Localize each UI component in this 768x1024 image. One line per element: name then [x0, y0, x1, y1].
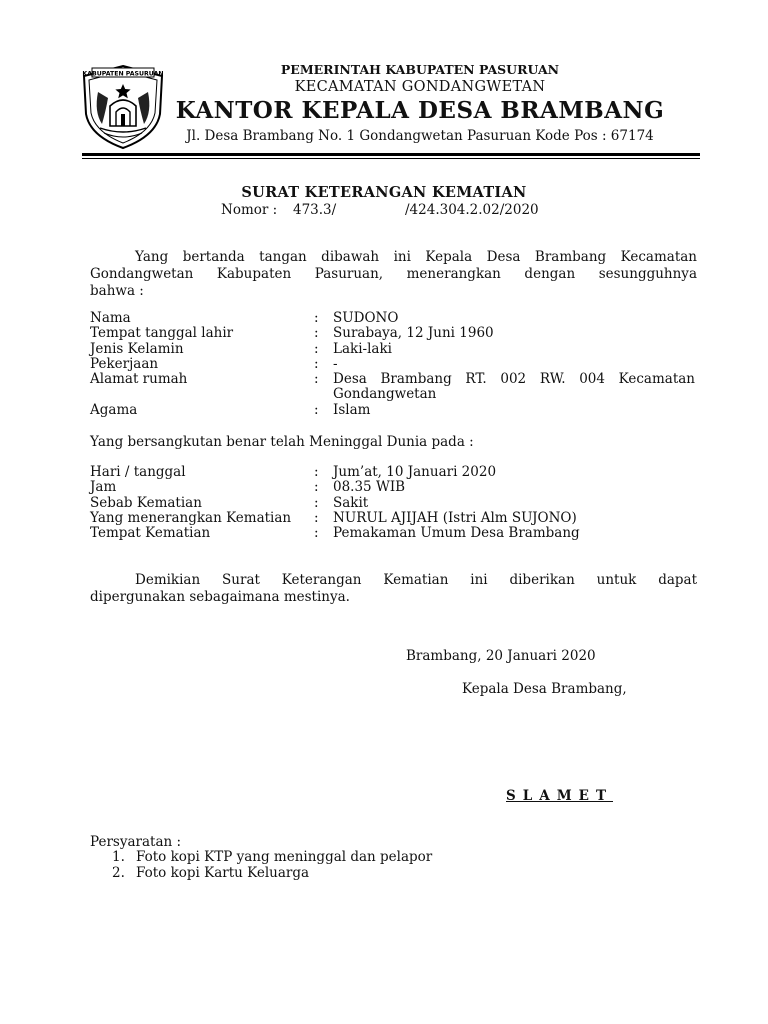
- identity-label: Nama: [90, 310, 131, 326]
- requirement-item-number: 2.: [112, 865, 125, 881]
- identity-label: Tempat tanggal lahir: [90, 325, 234, 341]
- number-label: Nomor :: [221, 202, 278, 218]
- closing-line-2: dipergunakan sebagaimana mestinya.: [90, 589, 350, 605]
- identity-colon: :: [314, 341, 319, 357]
- signature-name: SLAMET: [506, 788, 613, 804]
- death-value: 08.35 WIB: [333, 479, 406, 495]
- closing-paragraph: [90, 572, 697, 606]
- death-colon: :: [314, 510, 319, 526]
- signature-place-date: Brambang, 20 Januari 2020: [406, 648, 596, 664]
- identity-label: Alamat rumah: [90, 371, 188, 387]
- death-label: Tempat Kematian: [90, 525, 211, 541]
- death-colon: :: [314, 479, 319, 495]
- intro-line-1: Yang bertanda tangan dibawah ini Kepala Desa Brambang Kecamatan: [135, 249, 697, 265]
- identity-row: [90, 325, 710, 341]
- death-row: [90, 525, 710, 541]
- header-office: KANTOR KEPALA DESA BRAMBANG: [175, 97, 665, 124]
- death-label: Jam: [90, 479, 117, 495]
- death-row: [90, 495, 710, 511]
- death-colon: :: [314, 495, 319, 511]
- death-value: Jum’at, 10 Januari 2020: [333, 464, 497, 480]
- letter-title: SURAT KETERANGAN KEMATIAN: [241, 184, 527, 201]
- death-colon: :: [314, 464, 319, 480]
- identity-value: Islam: [333, 402, 371, 418]
- requirement-item-number: 1.: [112, 849, 125, 865]
- identity-row: [90, 356, 710, 372]
- header-address: Jl. Desa Brambang No. 1 Gondangwetan Pasuruan Kode Pos : 67174: [186, 128, 654, 144]
- kabupaten-pasuruan-emblem-icon: [78, 62, 168, 152]
- identity-colon: :: [314, 402, 319, 418]
- identity-colon: :: [314, 325, 319, 341]
- identity-colon: :: [314, 371, 319, 387]
- identity-value: Surabaya, 12 Juni 1960: [333, 325, 494, 341]
- death-value: Sakit: [333, 495, 369, 511]
- death-label: Sebab Kematian: [90, 495, 202, 511]
- death-label: Hari / tanggal: [90, 464, 186, 480]
- signature-position: Kepala Desa Brambang,: [462, 681, 627, 697]
- identity-label: Agama: [90, 402, 138, 418]
- death-value: Pemakaman Umum Desa Brambang: [333, 525, 580, 541]
- intro-paragraph: [90, 249, 697, 300]
- death-row: [90, 464, 710, 480]
- death-row: [90, 510, 710, 526]
- identity-value: SUDONO: [333, 310, 399, 326]
- identity-label: Jenis Kelamin: [90, 341, 184, 357]
- header-government: PEMERINTAH KABUPATEN PASURUAN: [280, 62, 560, 77]
- identity-row: [90, 341, 710, 357]
- identity-row-continuation: [90, 386, 710, 402]
- identity-value: Laki-laki: [333, 341, 392, 357]
- identity-value: Desa Brambang RT. 002 RW. 004 Kecamatan: [333, 371, 695, 387]
- header-divider-thick: [82, 153, 700, 156]
- identity-colon: :: [314, 310, 319, 326]
- death-intro: Yang bersangkutan benar telah Meninggal Dunia pada :: [90, 434, 474, 450]
- requirement-item-text: Foto kopi KTP yang meninggal dan pelapor: [136, 849, 433, 865]
- requirement-item-text: Foto kopi Kartu Keluarga: [136, 865, 310, 881]
- number-part-2: /424.304.2.02/2020: [405, 202, 539, 218]
- intro-line-2: Gondangwetan Kabupaten Pasuruan, menerangkan dengan sesungguhnya: [90, 266, 697, 282]
- identity-value: -: [333, 356, 338, 372]
- identity-label: Pekerjaan: [90, 356, 159, 372]
- intro-line-3: bahwa :: [90, 283, 144, 299]
- number-part-1: 473.3/: [293, 202, 337, 218]
- identity-value: Gondangwetan: [333, 386, 437, 402]
- emblem-label: KABUPATEN PASURUAN: [82, 70, 164, 78]
- identity-row: [90, 371, 710, 387]
- identity-colon: :: [314, 356, 319, 372]
- death-colon: :: [314, 525, 319, 541]
- identity-row: [90, 310, 710, 326]
- death-row: [90, 479, 710, 495]
- death-label: Yang menerangkan Kematian: [90, 510, 292, 526]
- closing-line-1: Demikian Surat Keterangan Kematian ini diberikan untuk dapat: [135, 572, 697, 588]
- header-divider-thin: [82, 158, 700, 159]
- identity-row: [90, 402, 710, 418]
- requirements-title: Persyaratan :: [90, 834, 182, 850]
- header-district: KECAMATAN GONDANGWETAN: [294, 79, 546, 95]
- death-value: NURUL AJIJAH (Istri Alm SUJONO): [333, 510, 577, 526]
